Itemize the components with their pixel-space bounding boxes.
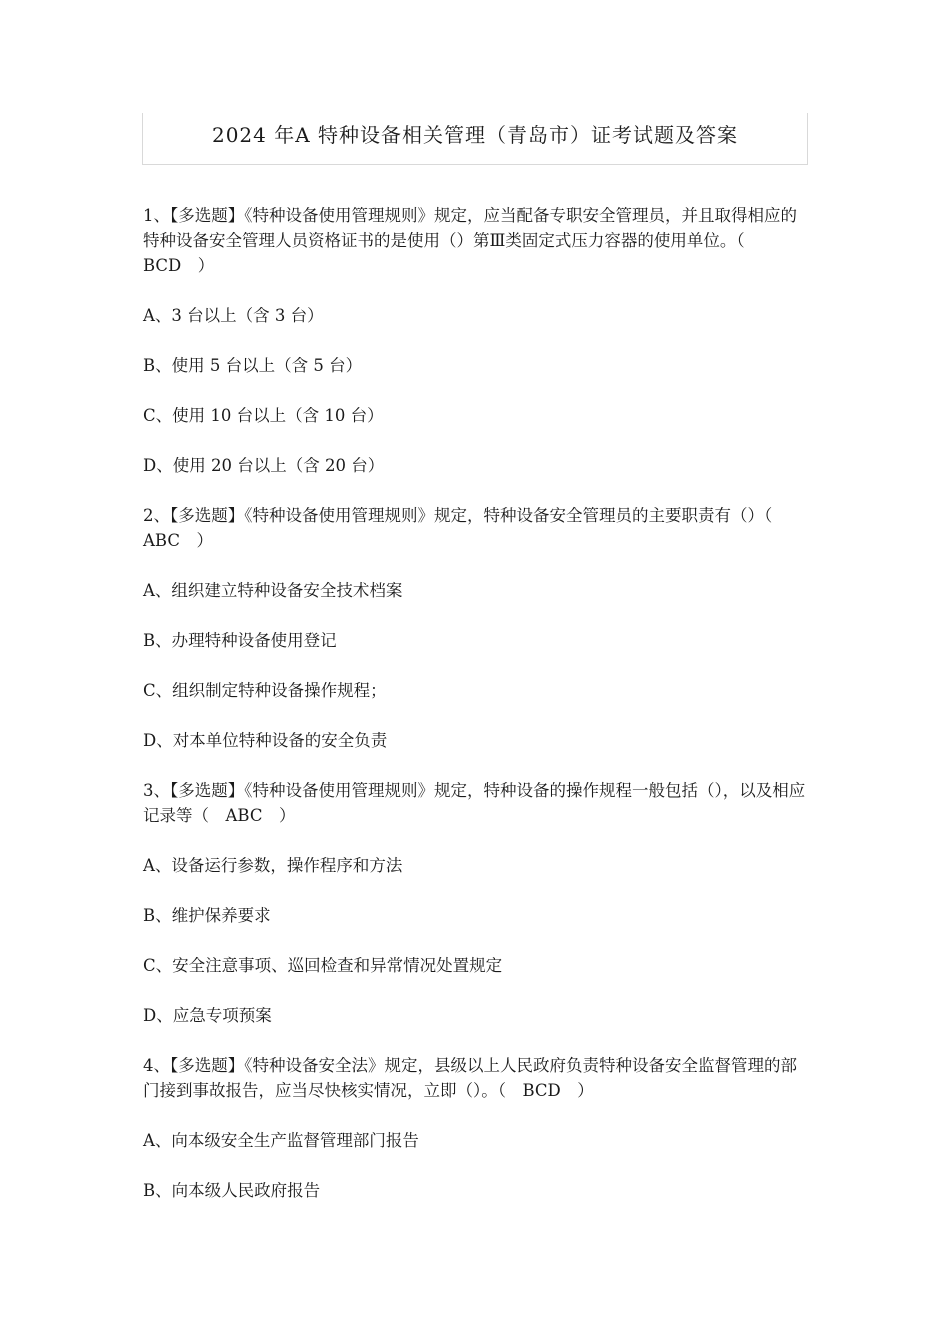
question-text: 2、【多选题】《特种设备使用管理规则》规定，特种设备安全管理员的主要职责有（）（ ABC ） — [143, 506, 789, 550]
title-box — [142, 113, 808, 165]
option-d: D、使用 20 台以上（含 20 台） — [143, 456, 385, 475]
option-a: A、组织建立特种设备安全技术档案 — [143, 581, 403, 600]
option-a: A、3 台以上（含 3 台） — [143, 306, 324, 325]
option-c: C、使用 10 台以上（含 10 台） — [143, 406, 384, 425]
question-4 — [143, 1053, 809, 1203]
question-3 — [143, 778, 809, 1028]
question-2 — [143, 503, 809, 753]
document-title: 2024 年A 特种设备相关管理（青岛市）证考试题及答案 — [211, 123, 739, 147]
question-text: 3、【多选题】《特种设备使用管理规则》规定，特种设备的操作规程一般包括（），以及相应记录等（ ABC ） — [143, 781, 806, 825]
option-b: B、使用 5 台以上（含 5 台） — [143, 356, 363, 375]
option-b: B、维护保养要求 — [143, 906, 271, 925]
option-b: B、向本级人民政府报告 — [143, 1181, 321, 1200]
question-1 — [143, 203, 809, 478]
option-c: C、组织制定特种设备操作规程； — [143, 681, 387, 700]
option-a: A、设备运行参数，操作程序和方法 — [143, 856, 403, 875]
option-d: D、对本单位特种设备的安全负责 — [143, 731, 388, 750]
option-b: B、办理特种设备使用登记 — [143, 631, 337, 650]
option-a: A、向本级安全生产监督管理部门报告 — [143, 1131, 419, 1150]
option-c: C、安全注意事项、巡回检查和异常情况处置规定 — [143, 956, 503, 975]
option-d: D、应急专项预案 — [143, 1006, 272, 1025]
question-text: 4、【多选题】《特种设备安全法》规定，县级以上人民政府负责特种设备安全监督管理的部门接到事故报告，应当尽快核实情况，立即（）。（ BCD ） — [143, 1056, 797, 1100]
question-list — [143, 203, 809, 1203]
question-text: 1、【多选题】《特种设备使用管理规则》规定，应当配备专职安全管理员，并且取得相应的特种设备安全管理人员资格证书的是使用（）第Ⅲ类固定式压力容器的使用单位。（ BCD ） — [143, 206, 797, 275]
